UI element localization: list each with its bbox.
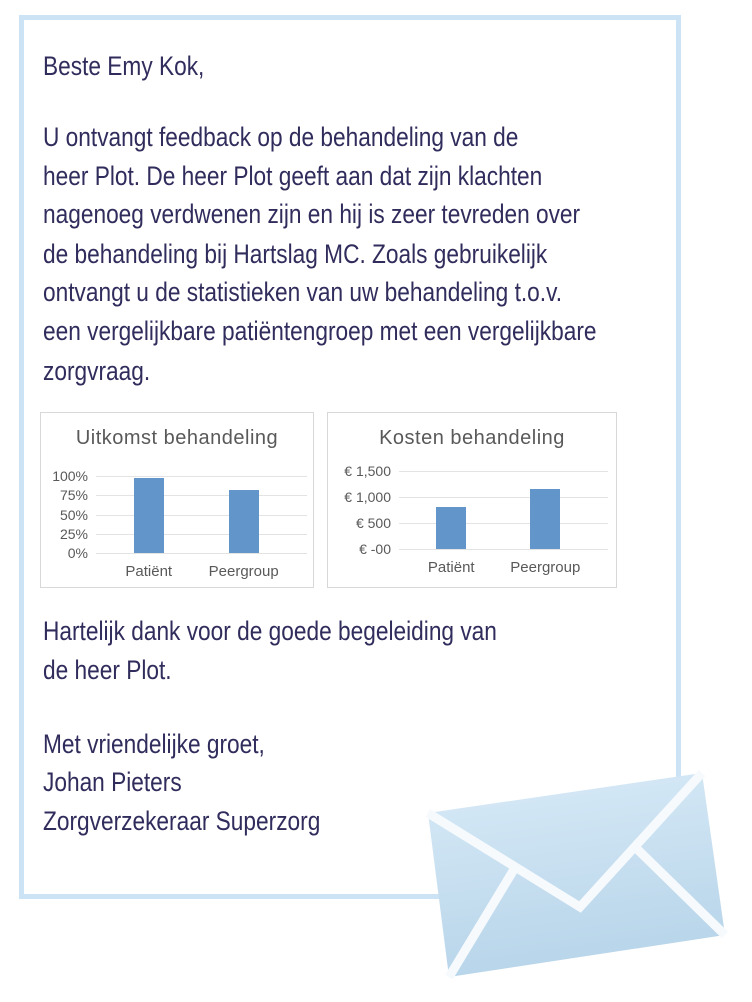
- chart-title: Uitkomst behandeling: [75, 427, 279, 449]
- letter-body-line: zorgvraag.: [43, 356, 151, 386]
- letter-greeting: Beste Emy Kok,: [43, 51, 205, 81]
- letter-body-line: een vergelijkbare patiëntengroep met een vergelijkbare: [43, 316, 597, 346]
- letter-body-line: heer Plot. De heer Plot geeft aan dat zijn klachten: [43, 161, 543, 191]
- gridline: [399, 471, 608, 472]
- envelope-icon: [420, 760, 730, 985]
- gridline: [399, 523, 608, 524]
- y-axis-tick-label: 50%: [59, 506, 88, 523]
- bar-patiënt: [134, 478, 164, 553]
- chart-title: Kosten behandeling: [379, 427, 565, 449]
- y-axis-tick-label: 75%: [59, 487, 88, 504]
- letter-body-line: de behandeling bij Hartslag MC. Zoals gebruikelijk: [43, 239, 548, 269]
- gridline: [96, 553, 307, 554]
- letter-signoff-line: Met vriendelijke groet,: [43, 729, 265, 759]
- chart-kosten-behandeling: [327, 412, 617, 588]
- y-axis-tick-label: € 1,500: [344, 463, 391, 479]
- letter-signoff-line: Zorgverzekeraar Superzorg: [43, 806, 321, 836]
- x-axis-category-label: Patiënt: [427, 559, 475, 576]
- gridline: [399, 549, 608, 550]
- chart-uitkomst-behandeling: [40, 412, 314, 588]
- letter-body-line: ontvangt u de statistieken van uw behandeling t.o.v.: [43, 277, 563, 307]
- gridline: [96, 515, 307, 516]
- letter-body-line: U ontvangt feedback op de behandeling van de: [43, 122, 519, 152]
- gridline: [96, 495, 307, 496]
- bar-patiënt: [436, 507, 466, 549]
- y-axis-tick-label: 0%: [67, 545, 88, 561]
- gridline: [399, 497, 608, 498]
- y-axis-tick-label: 100%: [52, 468, 88, 484]
- y-axis-tick-label: € -00: [359, 541, 391, 557]
- letter-closing-line: de heer Plot.: [43, 655, 172, 685]
- letter-body-line: nagenoeg verdwenen zijn en hij is zeer tevreden over: [43, 199, 581, 229]
- bar-peergroup: [530, 489, 560, 549]
- x-axis-category-label: Patiënt: [125, 563, 173, 580]
- x-axis-category-label: Peergroup: [208, 563, 279, 580]
- chart-plot-area: [52, 468, 307, 580]
- chart-plot-area: [344, 463, 608, 576]
- letter-signoff-line: Johan Pieters: [43, 767, 182, 797]
- letter-closing-line: Hartelijk dank voor de goede begeleiding van: [43, 616, 497, 646]
- bar-peergroup: [229, 490, 259, 553]
- y-axis-tick-label: € 500: [355, 515, 391, 531]
- gridline: [96, 534, 307, 535]
- y-axis-tick-label: € 1,000: [344, 489, 391, 505]
- y-axis-tick-label: 25%: [59, 525, 88, 542]
- gridline: [96, 476, 307, 477]
- x-axis-category-label: Peergroup: [510, 559, 581, 576]
